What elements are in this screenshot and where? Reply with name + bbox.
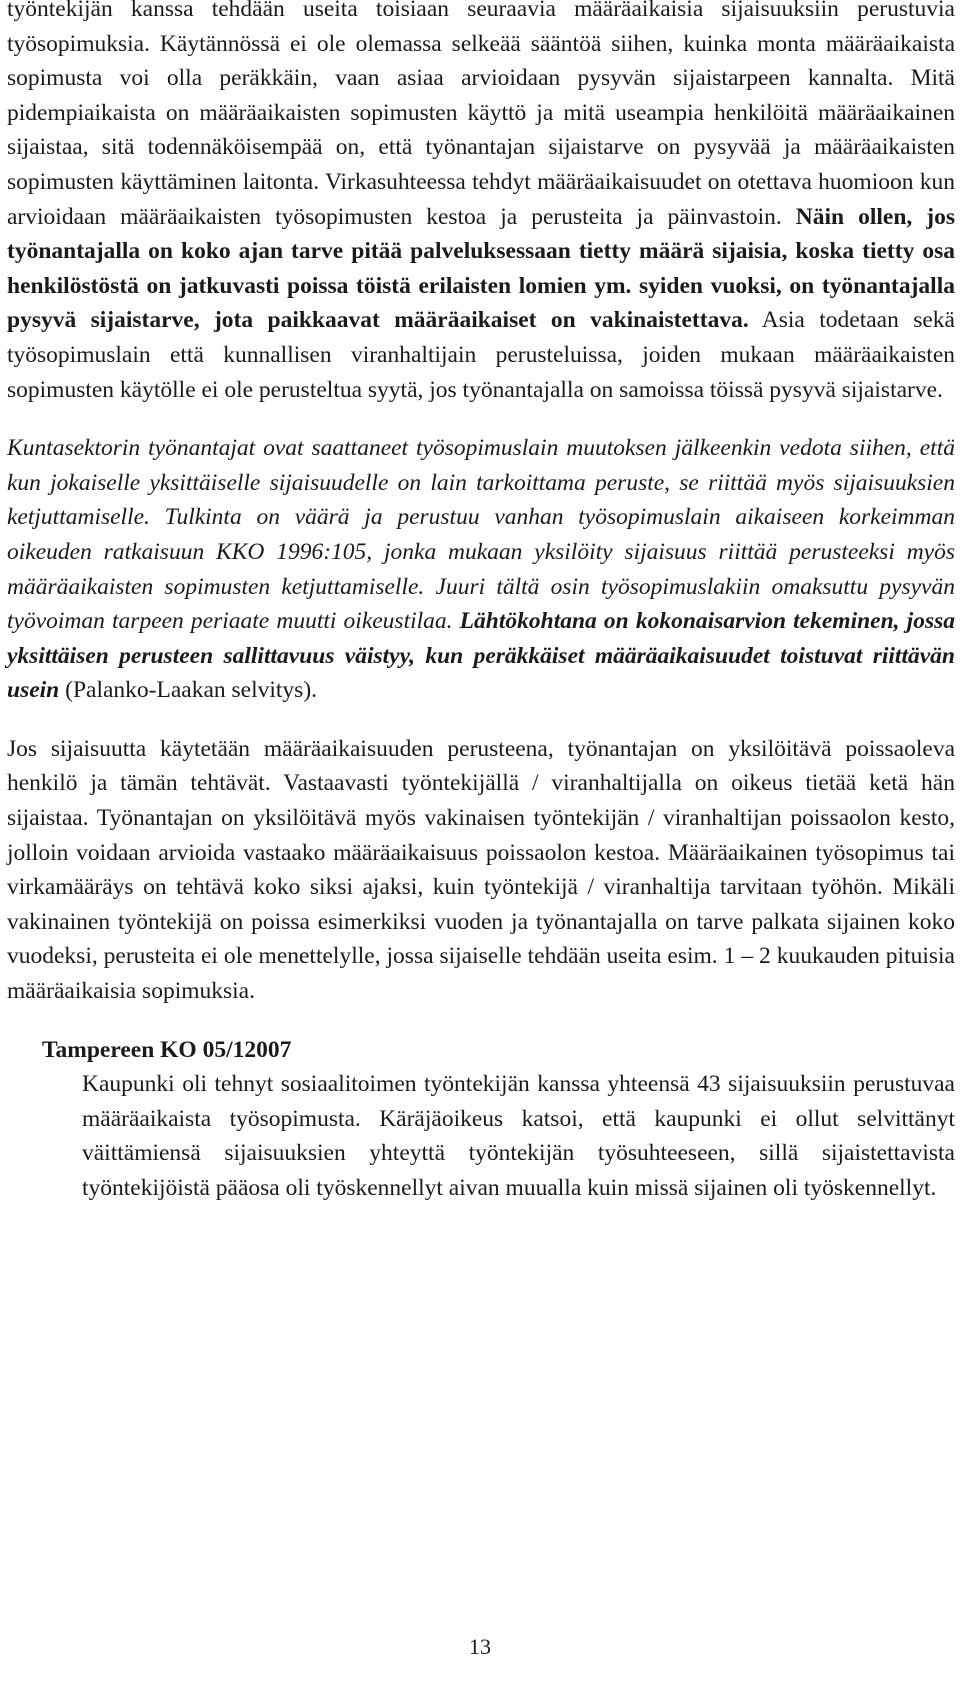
page-number: 13 (469, 1634, 491, 1659)
paragraph-2-tail: (Palanko-Laakan selvitys). (59, 677, 318, 704)
document-page (7, 0, 955, 1206)
paragraph-1-bold: Näin ollen, jos työnantajalla on koko ajan tarve pitää palveluksessaan tietty määrä sijaisia, koska tietty osa henkilöstöstä on jatkuvasti poissa töistä erilaisten lomien ym. syiden vuoksi, on työnantajalla pysyvä sijaistarve, jota paikkaavat määräaikaiset on vakinaistettava. (7, 203, 955, 334)
case-title: Tampereen KO 05/12007 (42, 1036, 292, 1063)
paragraph-3: Jos sijaisuutta käytetään määräaikaisuuden perusteena, työnantajan on yksilöitävä poissaoleva henkilö ja tämän tehtävät. Vastaavasti työntekijällä / viranhaltijalla on oikeus tietää ketä hän sijaistaa. Työnantajan on yksilöitävä myös vakinaisen työntekijän / viranhaltijan poissaolon kesto, jolloin voidaan arvioida vastaako määräaikaisuus poissaolon kestoa. Määräaikainen työsopimus tai virkamääräys on tehtävä koko siksi ajaksi, kuin työntekijä / viranhaltija tarvitaan työhön. Mikäli vakinainen työntekijä on poissa esimerkiksi vuoden ja työnantajalla on tarve palkata sijainen koko vuodeksi, perusteita ei ole menettelylle, jossa sijaiselle tehdään useita esim. 1 – 2 kuukauden pituisia määräaikaisia sopimuksia. (7, 735, 955, 1005)
paragraph-1 (7, 0, 955, 407)
paragraph-2-bold-italic: Lähtökohtana on kokonaisarvion tekeminen, jossa yksittäisen perusteen sallittavuus väistyy, kun peräkkäiset määräaikaisuudet toistuvat riittävän usein (7, 608, 955, 704)
paragraph-1-text: työntekijän kanssa tehdään useita toisiaan seuraavia määräaikaisia sijaisuuksiin perustuvia työsopimuksia. Käytännössä ei ole olemassa selkeää sääntöä siihen, kuinka monta määräaikaista sopimusta voi olla peräkkäin, vaan asiaa arvioidaan pysyvän sijaistarpeen kannalta. Mitä pidempiaikaista on määräaikaisten sopimusten käyttö ja mitä useampia henkilöitä määräaikainen sijaistaa, sitä todennäköisempää on, että työnantajan sijaistarve on pysyvää ja määräaikaisten sopimusten käyttäminen laitonta. Virkasuhteessa tehdyt määräaikaisuudet on otettava huomioon kun arvioidaan määräaikaisten työsopimusten kestoa ja perusteita ja päinvastoin. (7, 0, 955, 230)
case-body: Kaupunki oli tehnyt sosiaalitoimen työntekijän kanssa yhteensä 43 sijaisuuksiin perustuvaa määräaikaista työsopimusta. Käräjäoikeus katsoi, että kaupunki ei ollut selvittänyt väittämiensä sijaisuuksien yhteyttä työntekijän työsuhteeseen, sillä sijaistettavista työntekijöistä pääosa oli työskennellyt aivan muualla kuin missä sijainen oli työskennellyt. (82, 1071, 955, 1201)
case-block (7, 1033, 955, 1206)
paragraph-1-tail: Asia todetaan sekä työsopimuslain että kunnallisen viranhaltijain perusteluissa, joiden mukaan määräaikaisten sopimusten käytölle ei ole perusteltua syytä, jos työnantajalla on samoissa töissä pysyvä sijaistarve. (7, 307, 955, 403)
paragraph-2-italic: Kuntasektorin työnantajat ovat saattaneet työsopimuslain muutoksen jälkeenkin vedota siihen, että kun jokaiselle yksittäiselle sijaisuudelle on lain tarkoittama peruste, se riittää myös sijaisuuksien ketjuttamiselle. Tulkinta on väärä ja perustuu vanhan työsopimuslain aikaiseen korkeimman oikeuden ratkaisuun KKO 1996:105, jonka mukaan yksilöity sijaisuus riittää perusteeksi myös määräaikaisten sopimusten ketjuttamiselle. Juuri tältä osin työsopimuslakiin omaksuttu pysyvän työvoiman tarpeen periaate muutti oikeustilaa. (7, 435, 955, 635)
paragraph-2 (7, 431, 955, 708)
